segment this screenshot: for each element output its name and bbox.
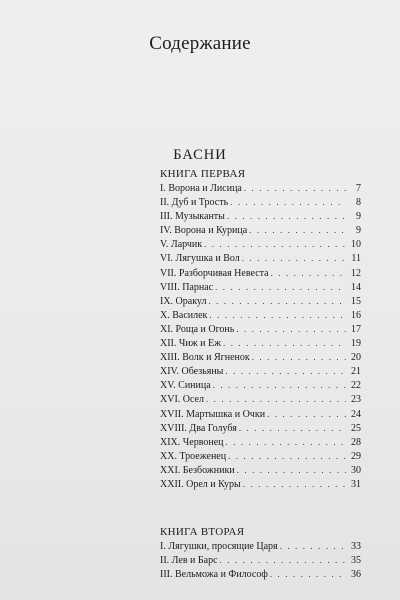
section-title-fables: БАСНИ bbox=[173, 147, 227, 163]
toc-entry-page-number: 33 bbox=[351, 541, 361, 552]
dot-leader bbox=[204, 237, 346, 251]
toc-entry-page-number: 16 bbox=[351, 309, 361, 321]
dot-leader bbox=[226, 435, 346, 449]
toc-entry-title: XVIII. Два Голубя bbox=[160, 422, 237, 434]
toc-entry bbox=[160, 266, 361, 280]
toc-entry-page-number: 24 bbox=[351, 408, 361, 420]
toc-entry-title: III. Вельможа и Философ bbox=[160, 569, 268, 581]
toc-entry-page-number: 9 bbox=[356, 225, 361, 237]
toc-entry-title: XVII. Мартышка и Очки bbox=[160, 408, 266, 420]
dot-leader bbox=[208, 294, 346, 308]
dot-leader bbox=[267, 407, 346, 421]
dot-leader bbox=[213, 378, 346, 392]
book-one-toc bbox=[160, 181, 361, 491]
toc-entry-title: VII. Разборчивая Невеста bbox=[160, 267, 269, 279]
page-title: Содержание bbox=[149, 33, 251, 54]
toc-entry-title: VIII. Парнас bbox=[160, 281, 214, 293]
toc-entry-page-number: 36 bbox=[351, 569, 361, 581]
toc-entry-page-number: 31 bbox=[351, 478, 361, 490]
toc-entry-page-number: 30 bbox=[351, 464, 361, 476]
dot-leader bbox=[228, 449, 346, 463]
dot-leader bbox=[220, 553, 346, 567]
toc-entry-page-number: 23 bbox=[351, 394, 361, 406]
dot-leader bbox=[271, 266, 346, 280]
toc-entry bbox=[160, 435, 361, 449]
toc-entry-title: XXII. Орел и Куры bbox=[160, 478, 241, 490]
dot-leader bbox=[230, 195, 346, 209]
book-two-section bbox=[160, 525, 361, 581]
toc-entry bbox=[160, 567, 361, 581]
dot-leader bbox=[242, 251, 346, 265]
toc-entry-page-number: 25 bbox=[351, 422, 361, 434]
toc-entry bbox=[160, 421, 361, 435]
toc-entry-title: XIII. Волк и Ягненок bbox=[160, 352, 250, 364]
toc-entry-title: II. Дуб и Трость bbox=[160, 197, 229, 209]
toc-entry-title: XIV. Обезьяны bbox=[160, 366, 224, 378]
dot-leader bbox=[280, 539, 346, 553]
dot-leader bbox=[227, 209, 346, 223]
dot-leader bbox=[239, 421, 346, 435]
toc-entry-page-number: 35 bbox=[351, 555, 361, 567]
toc-entry-page-number: 15 bbox=[351, 295, 361, 307]
book-two-heading: КНИГА ВТОРАЯ bbox=[160, 526, 245, 538]
dot-leader bbox=[223, 336, 346, 350]
book-one-heading: КНИГА ПЕРВАЯ bbox=[160, 168, 246, 180]
dot-leader bbox=[243, 477, 346, 491]
dot-leader bbox=[270, 567, 346, 581]
book-two-toc bbox=[160, 539, 361, 581]
toc-entry bbox=[160, 223, 361, 237]
toc-entry-page-number: 22 bbox=[351, 380, 361, 392]
toc-entry-page-number: 20 bbox=[351, 352, 361, 364]
toc-entry-title: III. Музыканты bbox=[160, 211, 225, 223]
toc-entry-page-number: 7 bbox=[356, 183, 361, 194]
dot-leader bbox=[215, 280, 346, 294]
book-one-section bbox=[160, 167, 361, 491]
toc-entry-title: XIX. Червонец bbox=[160, 436, 224, 448]
toc-entry bbox=[160, 364, 361, 378]
toc-entry bbox=[160, 553, 361, 567]
toc-entry-page-number: 10 bbox=[351, 239, 361, 251]
toc-entry bbox=[160, 209, 361, 223]
toc-entry bbox=[160, 322, 361, 336]
toc-entry-title: XVI. Осел bbox=[160, 394, 204, 406]
toc-entry-page-number: 19 bbox=[351, 338, 361, 350]
toc-entry-page-number: 14 bbox=[351, 281, 361, 293]
toc-entry bbox=[160, 237, 361, 251]
dot-leader bbox=[236, 322, 346, 336]
toc-entry-title: I. Ворона и Лисица bbox=[160, 183, 242, 194]
toc-entry bbox=[160, 181, 361, 195]
toc-entry bbox=[160, 308, 361, 322]
toc-entry bbox=[160, 280, 361, 294]
toc-entry-title: IV. Ворона и Курица bbox=[160, 225, 248, 237]
toc-entry bbox=[160, 350, 361, 364]
toc-entry bbox=[160, 477, 361, 491]
toc-entry bbox=[160, 251, 361, 265]
toc-entry-title: I. Лягушки, просящие Царя bbox=[160, 541, 278, 552]
toc-entry bbox=[160, 294, 361, 308]
toc-entry bbox=[160, 407, 361, 421]
toc-entry-page-number: 29 bbox=[351, 450, 361, 462]
toc-entry-title: IX. Оракул bbox=[160, 295, 207, 307]
toc-entry-title: V. Ларчик bbox=[160, 239, 203, 251]
toc-entry bbox=[160, 463, 361, 477]
toc-entry-title: XI. Роща и Огонь bbox=[160, 323, 235, 335]
toc-entry-title: II. Лев и Барс bbox=[160, 555, 218, 567]
toc-entry-title: XX. Троеженец bbox=[160, 450, 227, 462]
dot-leader bbox=[206, 392, 346, 406]
toc-entry-title: XV. Синица bbox=[160, 380, 211, 392]
toc-entry-page-number: 11 bbox=[351, 253, 361, 265]
toc-entry-page-number: 9 bbox=[356, 211, 361, 223]
dot-leader bbox=[249, 223, 346, 237]
dot-leader bbox=[209, 308, 346, 322]
toc-entry-page-number: 12 bbox=[351, 267, 361, 279]
toc-entry-page-number: 17 bbox=[351, 323, 361, 335]
toc-entry-page-number: 28 bbox=[351, 436, 361, 448]
toc-entry bbox=[160, 539, 361, 553]
toc-entry-page-number: 8 bbox=[356, 197, 361, 209]
toc-entry-title: XXI. Безбожники bbox=[160, 464, 235, 476]
toc-entry bbox=[160, 449, 361, 463]
toc-entry-title: X. Василек bbox=[160, 309, 208, 321]
toc-entry-page-number: 21 bbox=[351, 366, 361, 378]
toc-entry-title: XII. Чиж и Еж bbox=[160, 338, 222, 350]
toc-entry bbox=[160, 195, 361, 209]
toc-entry-title: VI. Лягушка и Вол bbox=[160, 253, 240, 265]
toc-entry bbox=[160, 378, 361, 392]
dot-leader bbox=[252, 350, 346, 364]
dot-leader bbox=[237, 463, 346, 477]
dot-leader bbox=[225, 364, 346, 378]
toc-entry bbox=[160, 392, 361, 406]
toc-entry bbox=[160, 336, 361, 350]
dot-leader bbox=[244, 181, 346, 195]
